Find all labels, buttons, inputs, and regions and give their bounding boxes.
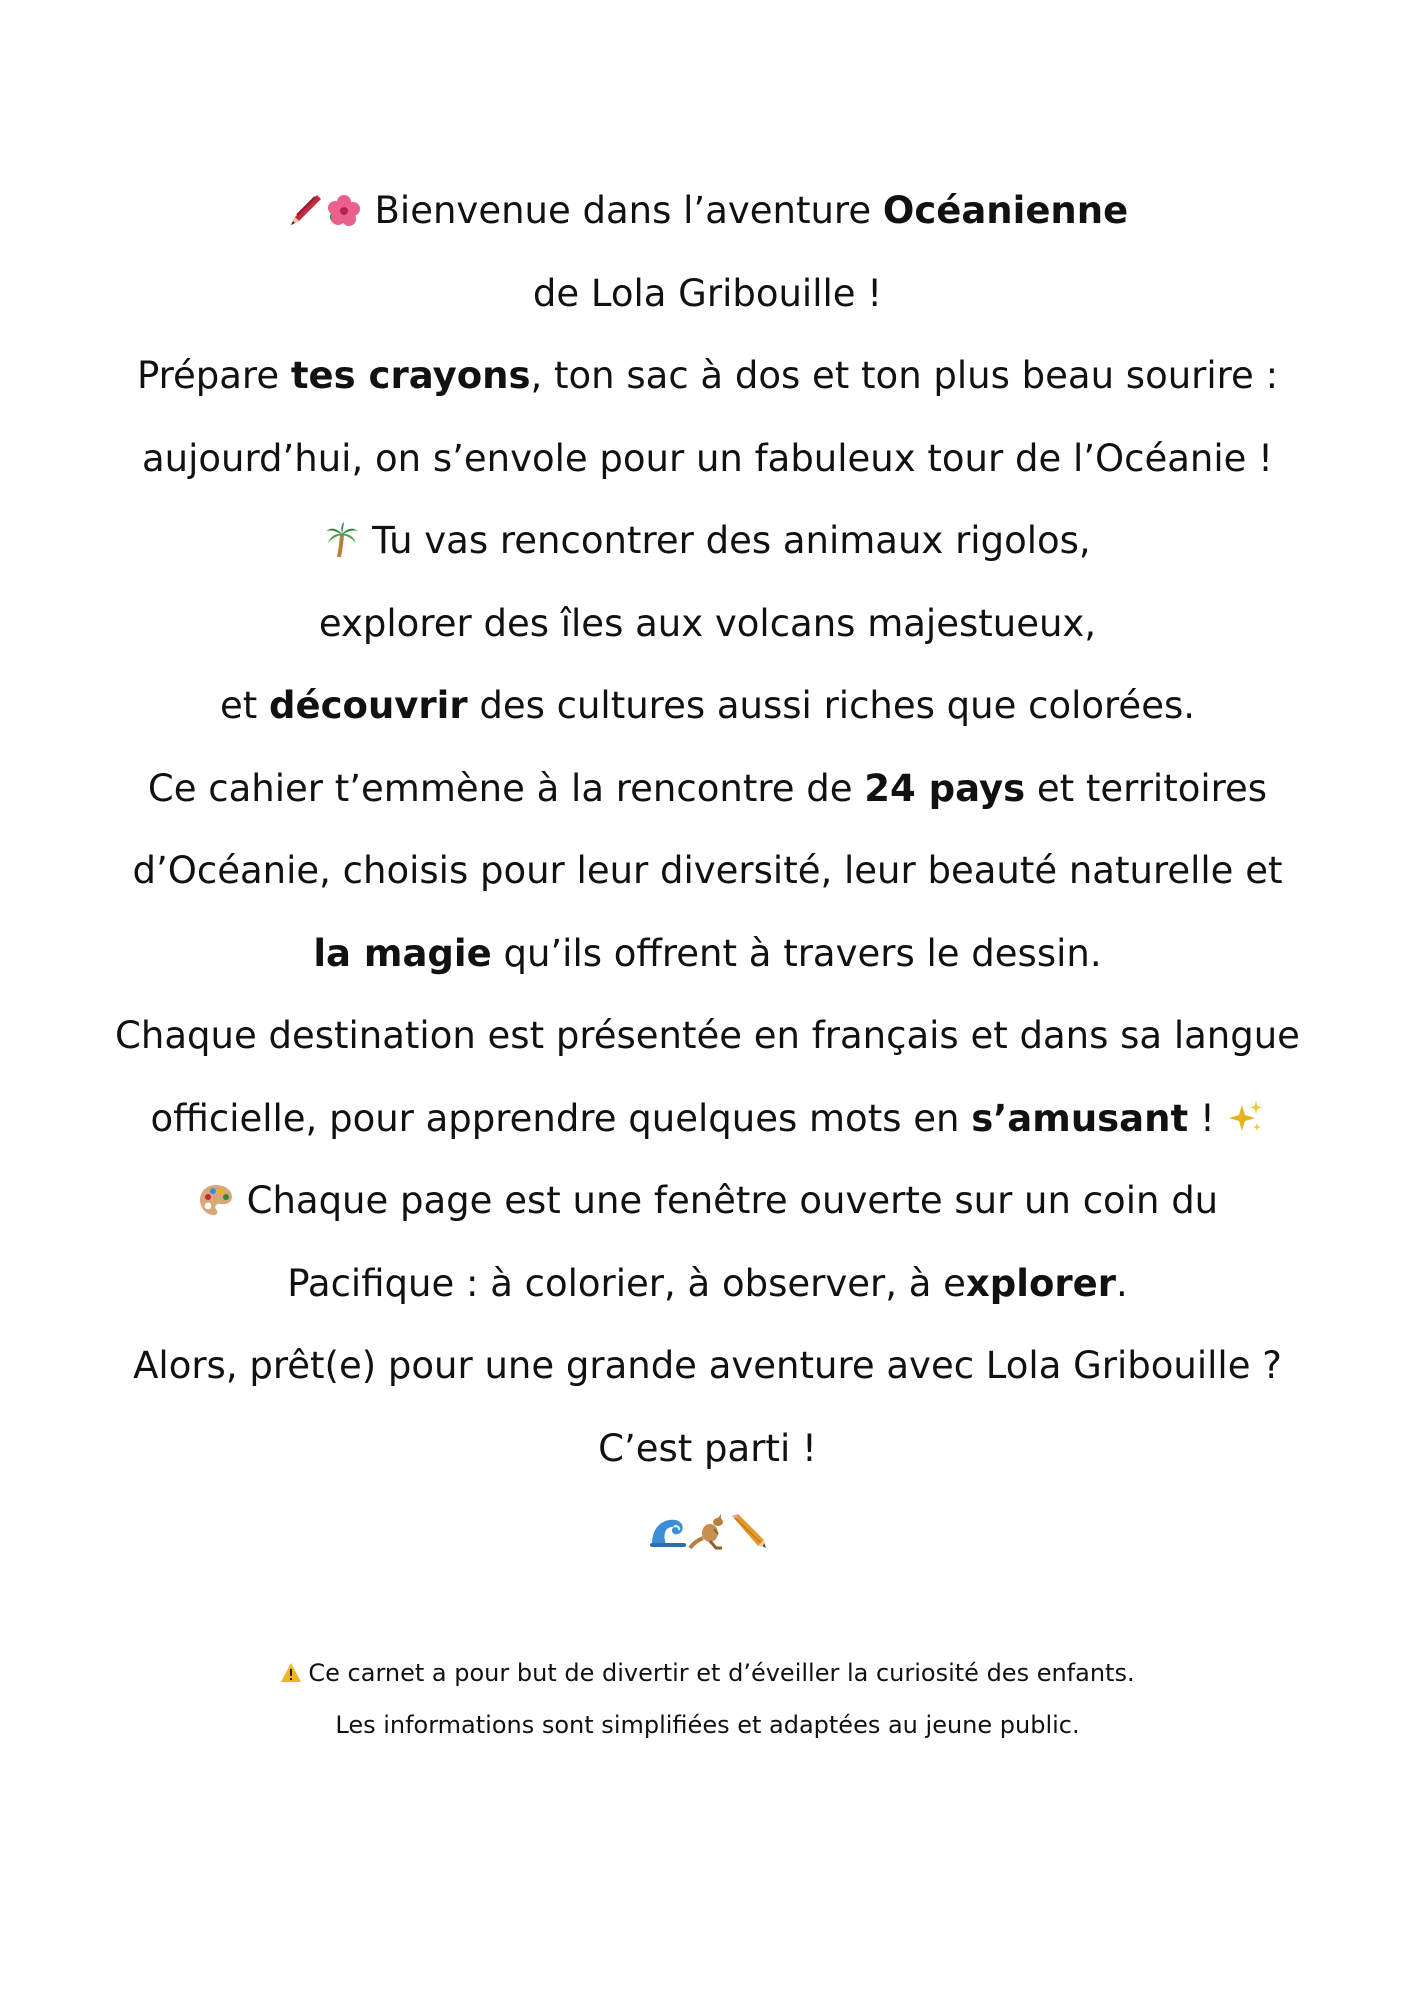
closing-emoji-row: [0, 1500, 1415, 1583]
intro-line-3-post: , ton sac à dos et ton plus beau sourire :: [530, 354, 1279, 397]
intro-line-13-text: Chaque page est une fenêtre ouverte sur un coin du: [234, 1179, 1219, 1222]
intro-line-14-pre: Pacifique : à colorier, à observer, à e: [287, 1261, 966, 1305]
tes-crayons-bold: tes crayons: [290, 354, 531, 397]
decouvrir-bold: découvrir: [269, 684, 468, 727]
intro-line-2: [0, 263, 1415, 346]
disclaimer-line-2: [0, 1708, 1415, 1742]
intro-line-3: [0, 345, 1415, 428]
24-pays-bold: 24 pays: [864, 766, 1026, 810]
kangaroo-icon: [688, 1512, 728, 1550]
intro-text: [0, 180, 1415, 1583]
la-magie-bold: la magie: [313, 931, 492, 975]
warning-icon: [280, 1662, 302, 1684]
intro-line-7-pre: et: [219, 684, 270, 727]
intro-line-1-text: Bienvenue dans l’aventure: [362, 189, 883, 232]
intro-line-7: [0, 675, 1415, 758]
disclaimer-line-1: [0, 1656, 1415, 1690]
palette-icon: [197, 1181, 235, 1219]
intro-line-12: [0, 1088, 1415, 1171]
intro-line-16: [0, 1418, 1415, 1501]
wave-icon: [648, 1512, 688, 1550]
intro-line-11: [0, 1005, 1415, 1088]
intro-line-10-post: qu’ils offrent à travers le dessin.: [491, 931, 1102, 975]
intro-line-1: [0, 180, 1415, 263]
intro-line-8-pre: Ce cahier t’emmène à la rencontre de: [147, 766, 865, 810]
intro-line-15-text: Alors, prêt(e) pour une grande aventure avec Lola Gribouille ?: [133, 1344, 1282, 1387]
intro-line-9: [0, 840, 1415, 923]
palm-tree-icon: [324, 521, 360, 559]
intro-line-15: [0, 1335, 1415, 1418]
intro-line-6-text: explorer des îles aux volcans majestueux,: [318, 601, 1097, 645]
hibiscus-icon: [325, 191, 363, 229]
intro-line-8-post: et territoires: [1025, 766, 1268, 810]
intro-line-16-text: C’est parti !: [598, 1426, 817, 1470]
intro-line-5-text: Tu vas rencontrer des animaux rigolos,: [360, 519, 1091, 562]
intro-line-9-text: d’Océanie, choisis pour leur diversité, leur beauté naturelle et: [132, 849, 1283, 892]
intro-line-7-post: des cultures aussi riches que colorées.: [467, 684, 1196, 727]
intro-line-4-text: aujourd’hui, on s’envole pour un fabuleux tour de l’Océanie !: [141, 436, 1274, 480]
intro-line-3-pre: Prépare: [136, 354, 291, 397]
intro-line-14: [0, 1253, 1415, 1336]
intro-line-8: [0, 758, 1415, 841]
oceanienne-bold: Océanienne: [882, 189, 1129, 232]
intro-line-12-post: !: [1188, 1096, 1227, 1140]
intro-line-13: [0, 1170, 1415, 1253]
intro-line-10: [0, 923, 1415, 1006]
crayon-icon: [287, 191, 325, 229]
intro-line-6: [0, 593, 1415, 676]
disclaimer-text-2: Les informations sont simplifiées et adaptées au jeune public.: [335, 1711, 1080, 1739]
intro-line-14-post: .: [1115, 1261, 1128, 1305]
intro-line-11-text: Chaque destination est présentée en français et dans sa langue: [115, 1014, 1300, 1057]
intro-line-12-pre: officielle, pour apprendre quelques mots en: [150, 1096, 972, 1140]
intro-line-2-text: de Lola Gribouille !: [532, 271, 883, 315]
explorer-bold: xplorer: [965, 1261, 1116, 1305]
intro-line-5: [0, 510, 1415, 593]
intro-line-4: [0, 428, 1415, 511]
disclaimer-text-1: Ce carnet a pour but de divertir et d’éveiller la curiosité des enfants.: [308, 1659, 1135, 1687]
pencil-icon: [728, 1512, 768, 1550]
sparkles-icon: [1227, 1099, 1265, 1137]
samusant-bold: s’amusant: [971, 1096, 1189, 1140]
